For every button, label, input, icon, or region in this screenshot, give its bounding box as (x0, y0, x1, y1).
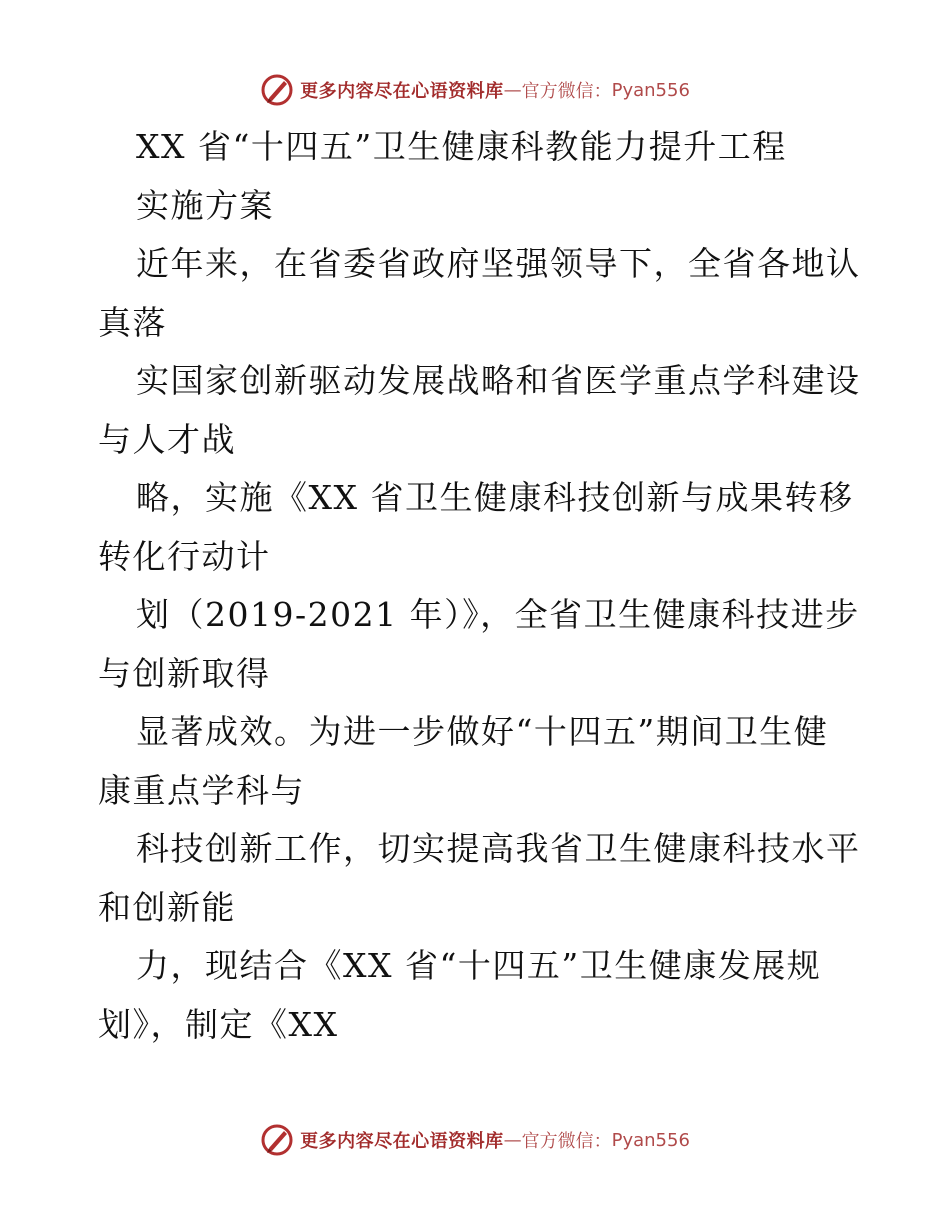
document-body (98, 118, 868, 1054)
watermark-wechat-label: 官方微信： (521, 81, 612, 102)
doc-line: 科技创新工作，切实提高我省卫生健康科技水平 (136, 829, 861, 868)
header-watermark (0, 72, 950, 108)
watermark-wechat-label: 官方微信： (521, 1131, 612, 1152)
watermark-brand: 更多内容尽在心语资料库 (300, 1131, 504, 1152)
doc-title: XX 省“十四五”卫生健康科教能力提升工程 (136, 127, 787, 166)
footer-watermark (0, 1122, 950, 1158)
doc-line: 略，实施《XX 省卫生健康科技创新与成果转移 (136, 478, 854, 517)
doc-line: 实国家创新驱动发展战略和省医学重点学科建设 (136, 361, 861, 400)
doc-line: 真落 (98, 302, 167, 342)
doc-line: 划》，制定《XX (98, 1004, 339, 1044)
pen-logo-icon (260, 73, 294, 107)
watermark-wechat-id: Pyan556 (611, 1129, 690, 1151)
watermark-wechat-id: Pyan556 (611, 79, 690, 101)
watermark-dash: — (503, 79, 522, 101)
doc-line: 与创新取得 (98, 653, 271, 693)
pen-logo-icon (260, 1123, 294, 1157)
doc-line: 显著成效。为进一步做好“十四五”期间卫生健 (136, 712, 829, 751)
doc-subtitle: 实施方案 (136, 185, 274, 225)
doc-line: 力，现结合《XX 省“十四五”卫生健康发展规 (136, 946, 822, 985)
doc-line: 近年来，在省委省政府坚强领导下，全省各地认 (136, 244, 861, 283)
doc-line: 划（2019-2021 年）》，全省卫生健康科技进步 (136, 595, 860, 634)
watermark-brand: 更多内容尽在心语资料库 (300, 81, 504, 102)
doc-line: 与人才战 (98, 419, 236, 459)
watermark-dash: — (503, 1129, 522, 1151)
doc-line: 康重点学科与 (98, 770, 305, 810)
doc-line: 和创新能 (98, 887, 236, 927)
doc-line: 转化行动计 (98, 536, 271, 576)
